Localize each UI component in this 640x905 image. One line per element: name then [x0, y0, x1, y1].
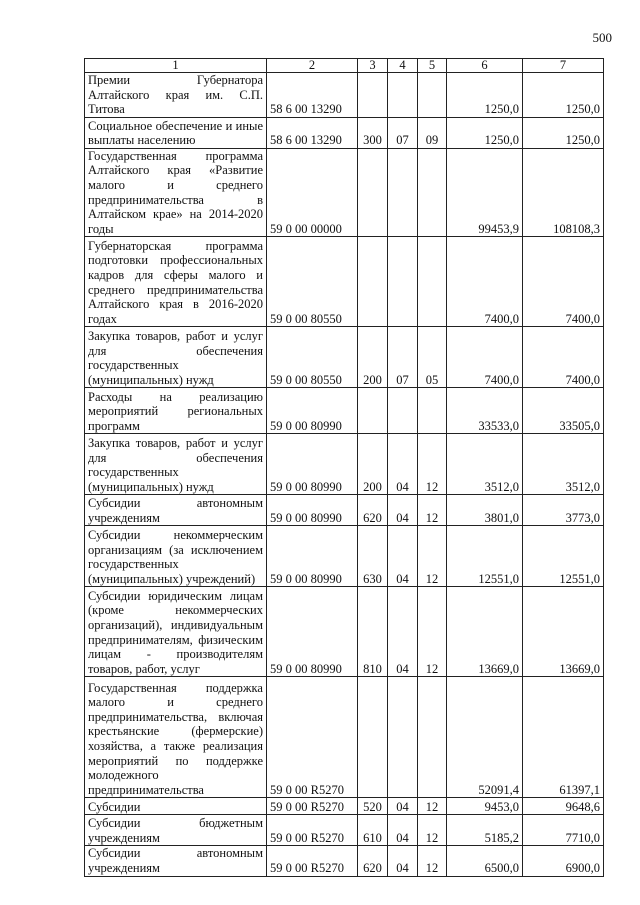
amount-cell: 12551,0 — [447, 526, 523, 587]
column-header: 3 — [358, 59, 388, 73]
column-header: 5 — [418, 59, 447, 73]
amount-cell: 1250,0 — [523, 117, 604, 148]
amount-cell: 7400,0 — [447, 237, 523, 327]
table-row — [85, 434, 604, 495]
target-code-cell: 59 0 00 R5270 — [267, 798, 358, 815]
amount-cell: 1250,0 — [447, 73, 523, 118]
amount-cell: 7710,0 — [523, 815, 604, 846]
section-cell: 04 — [388, 815, 418, 846]
expense-type-cell: 620 — [358, 846, 388, 876]
subsection-cell: 05 — [418, 327, 447, 388]
row-name-cell: Расходы на реализацию мероприятий региональных программ — [85, 388, 267, 434]
amount-cell: 7400,0 — [523, 327, 604, 388]
table-row — [85, 117, 604, 148]
amount-cell: 6500,0 — [447, 846, 523, 876]
section-cell — [388, 237, 418, 327]
target-code-cell: 59 0 00 80550 — [267, 327, 358, 388]
section-cell: 04 — [388, 587, 418, 677]
target-code-cell: 59 0 00 R5270 — [267, 815, 358, 846]
table-row — [85, 73, 604, 118]
amount-cell: 108108,3 — [523, 148, 604, 237]
target-code-cell: 59 0 00 80990 — [267, 587, 358, 677]
amount-cell: 13669,0 — [447, 587, 523, 677]
column-header: 2 — [267, 59, 358, 73]
table-row — [85, 677, 604, 798]
subsection-cell — [418, 677, 447, 798]
section-cell: 04 — [388, 434, 418, 495]
expense-type-cell — [358, 388, 388, 434]
amount-cell: 3512,0 — [447, 434, 523, 495]
section-cell: 07 — [388, 327, 418, 388]
target-code-cell: 59 0 00 80550 — [267, 237, 358, 327]
row-name-cell: Субсидии автономным учреждениям — [85, 846, 267, 876]
amount-cell: 3773,0 — [523, 495, 604, 526]
table-row — [85, 388, 604, 434]
row-name-cell: Губернаторская программа подготовки профессиональных кадров для сферы малого и среднего предпринимательства Алтайского края в 2016-2020 годах — [85, 237, 267, 327]
amount-cell: 9453,0 — [447, 798, 523, 815]
subsection-cell: 09 — [418, 117, 447, 148]
target-code-cell: 59 0 00 80990 — [267, 526, 358, 587]
amount-cell: 52091,4 — [447, 677, 523, 798]
column-header: 6 — [447, 59, 523, 73]
amount-cell: 13669,0 — [523, 587, 604, 677]
target-code-cell: 59 0 00 00000 — [267, 148, 358, 237]
section-cell: 04 — [388, 495, 418, 526]
section-cell: 04 — [388, 526, 418, 587]
expense-type-cell: 810 — [358, 587, 388, 677]
amount-cell: 33533,0 — [447, 388, 523, 434]
expense-type-cell — [358, 677, 388, 798]
amount-cell: 61397,1 — [523, 677, 604, 798]
expense-type-cell: 630 — [358, 526, 388, 587]
expense-type-cell: 200 — [358, 327, 388, 388]
expense-type-cell — [358, 73, 388, 118]
section-cell — [388, 148, 418, 237]
section-cell — [388, 677, 418, 798]
row-name-cell: Государственная поддержка малого и среднего предпринимательства, включая крестьянские (фермерские) хозяйства, а также реализация мероприятий по поддержке молодежного предпринимательства — [85, 677, 267, 798]
amount-cell: 12551,0 — [523, 526, 604, 587]
target-code-cell: 59 0 00 80990 — [267, 495, 358, 526]
subsection-cell: 12 — [418, 798, 447, 815]
subsection-cell: 12 — [418, 846, 447, 876]
table-row — [85, 526, 604, 587]
target-code-cell: 58 6 00 13290 — [267, 73, 358, 118]
subsection-cell: 12 — [418, 434, 447, 495]
subsection-cell: 12 — [418, 526, 447, 587]
table-row — [85, 237, 604, 327]
target-code-cell: 59 0 00 R5270 — [267, 846, 358, 876]
amount-cell: 3512,0 — [523, 434, 604, 495]
row-name-cell: Социальное обеспечение и иные выплаты населению — [85, 117, 267, 148]
budget-table — [84, 58, 604, 877]
section-cell: 04 — [388, 846, 418, 876]
row-name-cell: Закупка товаров, работ и услуг для обеспечения государственных (муниципальных) нужд — [85, 327, 267, 388]
subsection-cell: 12 — [418, 587, 447, 677]
expense-type-cell: 300 — [358, 117, 388, 148]
section-cell — [388, 73, 418, 118]
row-name-cell: Субсидии — [85, 798, 267, 815]
section-cell: 07 — [388, 117, 418, 148]
amount-cell: 99453,9 — [447, 148, 523, 237]
subsection-cell — [418, 73, 447, 118]
target-code-cell: 59 0 00 80990 — [267, 434, 358, 495]
row-name-cell: Премии Губернатора Алтайского края им. С.П. Титова — [85, 73, 267, 118]
target-code-cell: 58 6 00 13290 — [267, 117, 358, 148]
amount-cell: 33505,0 — [523, 388, 604, 434]
amount-cell: 7400,0 — [447, 327, 523, 388]
expense-type-cell: 610 — [358, 815, 388, 846]
amount-cell: 9648,6 — [523, 798, 604, 815]
amount-cell: 1250,0 — [447, 117, 523, 148]
subsection-cell — [418, 237, 447, 327]
target-code-cell: 59 0 00 80990 — [267, 388, 358, 434]
amount-cell: 1250,0 — [523, 73, 604, 118]
amount-cell: 5185,2 — [447, 815, 523, 846]
row-name-cell: Субсидии юридическим лицам (кроме некоммерческих организаций), индивидуальным предпринимателям, физическим лицам - производителям товаров, работ, услуг — [85, 587, 267, 677]
table-row — [85, 148, 604, 237]
row-name-cell: Субсидии автономным учреждениям — [85, 495, 267, 526]
section-cell: 04 — [388, 798, 418, 815]
table-row — [85, 495, 604, 526]
row-name-cell: Государственная программа Алтайского края «Развитие малого и среднего предпринимательства в Алтайском крае» на 2014-2020 годы — [85, 148, 267, 237]
amount-cell: 6900,0 — [523, 846, 604, 876]
table-row — [85, 846, 604, 876]
header-row — [85, 59, 604, 73]
expense-type-cell — [358, 237, 388, 327]
subsection-cell — [418, 388, 447, 434]
subsection-cell: 12 — [418, 495, 447, 526]
subsection-cell — [418, 148, 447, 237]
table-row — [85, 327, 604, 388]
table-row — [85, 815, 604, 846]
target-code-cell: 59 0 00 R5270 — [267, 677, 358, 798]
row-name-cell: Закупка товаров, работ и услуг для обеспечения государственных (муниципальных) нужд — [85, 434, 267, 495]
amount-cell: 7400,0 — [523, 237, 604, 327]
column-header: 4 — [388, 59, 418, 73]
page-number: 500 — [592, 30, 612, 45]
table-row — [85, 798, 604, 815]
column-header: 1 — [85, 59, 267, 73]
table-row — [85, 587, 604, 677]
subsection-cell: 12 — [418, 815, 447, 846]
section-cell — [388, 388, 418, 434]
column-header: 7 — [523, 59, 604, 73]
amount-cell: 3801,0 — [447, 495, 523, 526]
expense-type-cell: 200 — [358, 434, 388, 495]
row-name-cell: Субсидии бюджетным учреждениям — [85, 815, 267, 846]
row-name-cell: Субсидии некоммерческим организациям (за исключением государственных (муниципальных) учреждений) — [85, 526, 267, 587]
expense-type-cell: 620 — [358, 495, 388, 526]
expense-type-cell: 520 — [358, 798, 388, 815]
expense-type-cell — [358, 148, 388, 237]
